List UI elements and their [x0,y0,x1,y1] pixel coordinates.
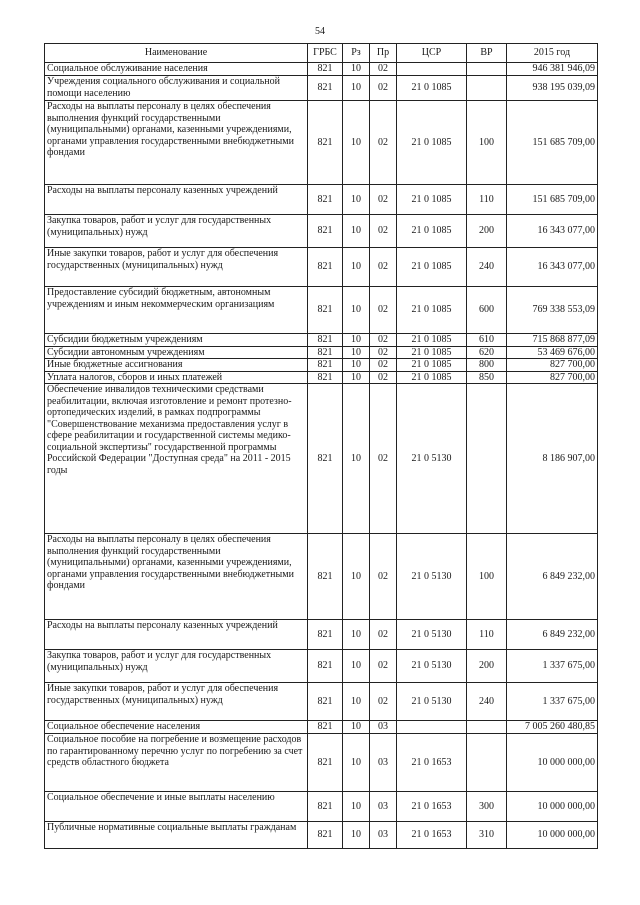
header-rz: Рз [343,44,370,63]
row-amount-cell: 715 868 877,09 [507,334,598,347]
row-grbs-cell: 821 [308,101,343,185]
row-grbs-cell: 821 [308,346,343,359]
table-row [45,734,598,792]
row-grbs-cell: 821 [308,534,343,620]
row-pr-cell: 02 [370,359,397,372]
row-name-cell: Расходы на выплаты персоналу в целях обеспечения выполнения функций государственными (муниципальными) органами, казенными учреждениями, органами управления государственными внебюджетными фондами [45,101,308,185]
row-csr-cell: 21 0 5130 [397,620,467,650]
row-name-cell: Социальное обеспечение и иные выплаты населению [45,792,308,822]
row-grbs-cell: 821 [308,359,343,372]
row-grbs-cell: 821 [308,185,343,215]
row-grbs-cell: 821 [308,734,343,792]
row-vr-cell [467,63,507,76]
row-rz-cell: 10 [343,650,370,683]
row-pr-cell: 02 [370,63,397,76]
row-rz-cell: 10 [343,215,370,248]
row-pr-cell: 02 [370,371,397,384]
row-rz-cell: 10 [343,287,370,334]
header-vr: ВР [467,44,507,63]
row-pr-cell: 02 [370,76,397,101]
row-rz-cell: 10 [343,384,370,534]
row-pr-cell: 03 [370,792,397,822]
row-name-cell: Социальное пособие на погребение и возмещение расходов по гарантированному перечню услуг по погребению за счет средств областного бюджета [45,734,308,792]
row-name-cell: Закупка товаров, работ и услуг для государственных (муниципальных) нужд [45,215,308,248]
budget-table [44,43,598,849]
row-csr-cell: 21 0 5130 [397,534,467,620]
row-csr-cell: 21 0 1085 [397,248,467,287]
table-row [45,384,598,534]
row-rz-cell: 10 [343,822,370,849]
row-csr-cell: 21 0 1085 [397,76,467,101]
table-row [45,534,598,620]
row-amount-cell: 1 337 675,00 [507,650,598,683]
row-csr-cell: 21 0 1653 [397,734,467,792]
row-csr-cell: 21 0 1085 [397,101,467,185]
table-row [45,650,598,683]
row-name-cell: Уплата налогов, сборов и иных платежей [45,371,308,384]
row-amount-cell: 938 195 039,09 [507,76,598,101]
row-grbs-cell: 821 [308,822,343,849]
row-vr-cell [467,76,507,101]
row-rz-cell: 10 [343,734,370,792]
table-row [45,287,598,334]
row-rz-cell: 10 [343,620,370,650]
row-rz-cell: 10 [343,683,370,721]
row-pr-cell: 03 [370,721,397,734]
row-name-cell: Предоставление субсидий бюджетным, автономным учреждениям и иным некоммерческим организациям [45,287,308,334]
row-name-cell: Социальное обеспечение населения [45,721,308,734]
row-name-cell: Расходы на выплаты персоналу казенных учреждений [45,620,308,650]
header-grbs: ГРБС [308,44,343,63]
row-amount-cell: 6 849 232,00 [507,620,598,650]
row-name-cell: Иные закупки товаров, работ и услуг для обеспечения государственных (муниципальных) нужд [45,248,308,287]
row-csr-cell: 21 0 1085 [397,334,467,347]
row-amount-cell: 827 700,00 [507,371,598,384]
row-pr-cell: 02 [370,185,397,215]
row-rz-cell: 10 [343,334,370,347]
row-pr-cell: 02 [370,248,397,287]
row-csr-cell: 21 0 1085 [397,346,467,359]
row-vr-cell: 240 [467,248,507,287]
table-row [45,721,598,734]
row-amount-cell: 151 685 709,00 [507,101,598,185]
row-csr-cell: 21 0 1085 [397,287,467,334]
row-grbs-cell: 821 [308,76,343,101]
row-csr-cell: 21 0 1653 [397,822,467,849]
row-csr-cell: 21 0 1085 [397,185,467,215]
table-row [45,346,598,359]
row-vr-cell: 300 [467,792,507,822]
row-pr-cell: 02 [370,346,397,359]
table-row [45,792,598,822]
row-pr-cell: 02 [370,683,397,721]
row-grbs-cell: 821 [308,620,343,650]
header-csr: ЦСР [397,44,467,63]
table-row [45,63,598,76]
row-vr-cell: 110 [467,185,507,215]
row-amount-cell: 827 700,00 [507,359,598,372]
table-row [45,215,598,248]
row-amount-cell: 53 469 676,00 [507,346,598,359]
row-amount-cell: 151 685 709,00 [507,185,598,215]
row-name-cell: Закупка товаров, работ и услуг для государственных (муниципальных) нужд [45,650,308,683]
row-pr-cell: 02 [370,620,397,650]
table-row [45,76,598,101]
row-vr-cell: 100 [467,101,507,185]
row-vr-cell: 200 [467,650,507,683]
table-row [45,185,598,215]
row-grbs-cell: 821 [308,248,343,287]
row-grbs-cell: 821 [308,215,343,248]
row-name-cell: Субсидии автономным учреждениям [45,346,308,359]
row-rz-cell: 10 [343,534,370,620]
row-vr-cell [467,384,507,534]
row-rz-cell: 10 [343,185,370,215]
row-vr-cell: 600 [467,287,507,334]
row-csr-cell [397,721,467,734]
row-csr-cell: 21 0 5130 [397,650,467,683]
row-amount-cell: 7 005 260 480,85 [507,721,598,734]
row-vr-cell: 850 [467,371,507,384]
row-grbs-cell: 821 [308,792,343,822]
row-csr-cell: 21 0 5130 [397,384,467,534]
row-name-cell: Иные бюджетные ассигнования [45,359,308,372]
row-vr-cell: 100 [467,534,507,620]
row-rz-cell: 10 [343,248,370,287]
row-name-cell: Субсидии бюджетным учреждениям [45,334,308,347]
row-pr-cell: 02 [370,215,397,248]
row-pr-cell: 02 [370,384,397,534]
row-rz-cell: 10 [343,76,370,101]
row-amount-cell: 10 000 000,00 [507,792,598,822]
row-vr-cell: 110 [467,620,507,650]
row-name-cell: Расходы на выплаты персоналу казенных учреждений [45,185,308,215]
row-pr-cell: 02 [370,287,397,334]
row-name-cell: Иные закупки товаров, работ и услуг для обеспечения государственных (муниципальных) нужд [45,683,308,721]
row-rz-cell: 10 [343,792,370,822]
row-vr-cell: 610 [467,334,507,347]
row-grbs-cell: 821 [308,721,343,734]
row-name-cell: Социальное обслуживание населения [45,63,308,76]
table-row [45,359,598,372]
row-csr-cell: 21 0 1085 [397,371,467,384]
header-year: 2015 год [507,44,598,63]
row-amount-cell: 946 381 946,09 [507,63,598,76]
row-grbs-cell: 821 [308,287,343,334]
row-rz-cell: 10 [343,63,370,76]
header-pr: Пр [370,44,397,63]
row-grbs-cell: 821 [308,63,343,76]
row-grbs-cell: 821 [308,334,343,347]
row-pr-cell: 02 [370,650,397,683]
row-csr-cell: 21 0 1653 [397,792,467,822]
row-rz-cell: 10 [343,359,370,372]
row-vr-cell: 240 [467,683,507,721]
row-amount-cell: 1 337 675,00 [507,683,598,721]
row-csr-cell: 21 0 1085 [397,215,467,248]
row-amount-cell: 10 000 000,00 [507,822,598,849]
row-rz-cell: 10 [343,721,370,734]
row-amount-cell: 6 849 232,00 [507,534,598,620]
row-name-cell: Расходы на выплаты персоналу в целях обеспечения выполнения функций государственными (муниципальными) органами, казенными учреждениями, органами управления государственными внебюджетными фондами [45,534,308,620]
row-csr-cell: 21 0 5130 [397,683,467,721]
row-grbs-cell: 821 [308,384,343,534]
row-amount-cell: 769 338 553,09 [507,287,598,334]
row-vr-cell: 800 [467,359,507,372]
header-row [45,44,598,63]
row-amount-cell: 16 343 077,00 [507,215,598,248]
table-row [45,334,598,347]
row-amount-cell: 8 186 907,00 [507,384,598,534]
table-row [45,620,598,650]
row-grbs-cell: 821 [308,371,343,384]
row-pr-cell: 03 [370,734,397,792]
row-vr-cell: 620 [467,346,507,359]
table-row [45,371,598,384]
row-vr-cell [467,734,507,792]
row-rz-cell: 10 [343,346,370,359]
row-pr-cell: 02 [370,534,397,620]
row-grbs-cell: 821 [308,683,343,721]
page-number: 54 [315,26,325,37]
row-grbs-cell: 821 [308,650,343,683]
row-csr-cell [397,63,467,76]
header-name: Наименование [45,44,308,63]
row-name-cell: Публичные нормативные социальные выплаты гражданам [45,822,308,849]
row-csr-cell: 21 0 1085 [397,359,467,372]
table-row [45,683,598,721]
row-vr-cell: 200 [467,215,507,248]
table-row [45,248,598,287]
row-name-cell: Обеспечение инвалидов техническими средствами реабилитации, включая изготовление и ремонт протезно-ортопедических изделий, в рамках подпрограммы "Совершенствование механизма предоставления услуг в сфере реабилитации и государственной системы медико-социальной экспертизы" государственной программы Российской Федерации "Доступная среда" на 2011 - 2015 годы [45,384,308,534]
row-pr-cell: 02 [370,334,397,347]
row-vr-cell [467,721,507,734]
row-name-cell: Учреждения социального обслуживания и социальной помощи населению [45,76,308,101]
row-pr-cell: 03 [370,822,397,849]
row-pr-cell: 02 [370,101,397,185]
row-amount-cell: 10 000 000,00 [507,734,598,792]
table-row [45,101,598,185]
row-rz-cell: 10 [343,101,370,185]
row-amount-cell: 16 343 077,00 [507,248,598,287]
row-rz-cell: 10 [343,371,370,384]
table-row [45,822,598,849]
row-vr-cell: 310 [467,822,507,849]
